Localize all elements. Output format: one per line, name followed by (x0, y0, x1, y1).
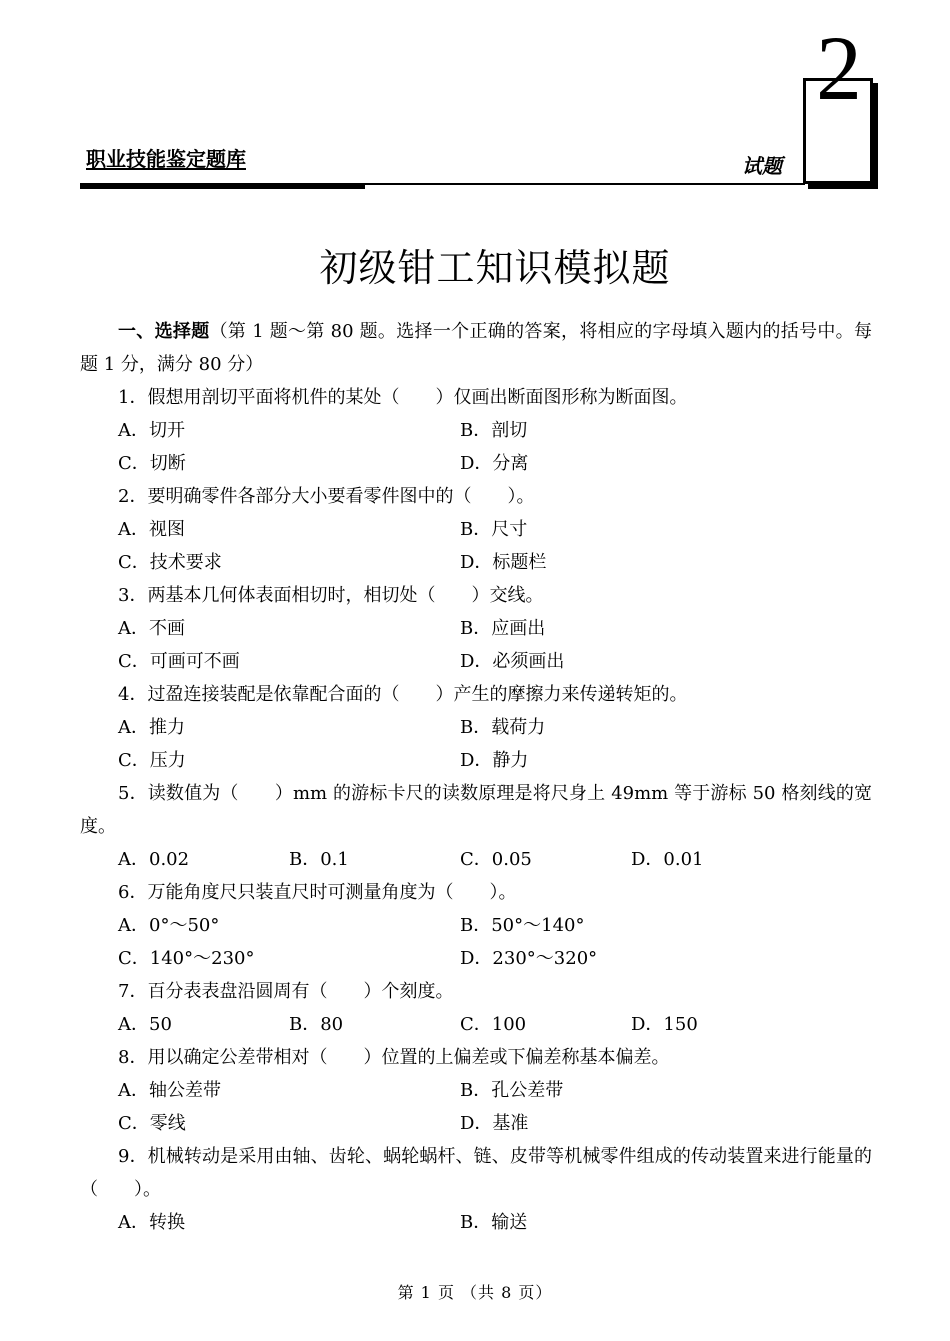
question-stem: 4．过盈连接装配是依靠配合面的（ ）产生的摩擦力来传递转矩的。 (118, 684, 688, 705)
question-options (80, 1008, 872, 1041)
answer-option: A．50 (118, 1014, 172, 1035)
chapter-number: 2 (816, 17, 862, 119)
answer-option: C．压力 (118, 750, 186, 771)
question-stem: 7．百分表表盘沿圆周有（ ）个刻度。 (118, 981, 454, 1002)
question-stem: 1．假想用剖切平面将机件的某处（ ）仅画出断面图形称为断面图。 (118, 387, 688, 408)
question-stem: 5．读数值为（ ）mm 的游标卡尺的读数原理是将尺身上 49mm 等于游标 50 格刻线的宽度。 (80, 783, 872, 837)
page-title: 初级钳工知识模拟题 (319, 246, 671, 291)
answer-option: D．分离 (460, 453, 529, 474)
question-body (80, 315, 872, 1239)
answer-option: A．切开 (118, 420, 185, 441)
header-series-label: 职业技能鉴定题库 (86, 147, 246, 171)
answer-option: B．尺寸 (460, 519, 528, 540)
answer-option: B．输送 (460, 1212, 528, 1233)
answer-option: C．切断 (118, 453, 186, 474)
question-stem: 8．用以确定公差带相对（ ）位置的上偏差或下偏差称基本偏差。 (118, 1047, 670, 1068)
answer-option: A．转换 (118, 1212, 185, 1233)
question-list (80, 381, 872, 1239)
answer-option: A．不画 (118, 618, 185, 639)
answer-option: A．视图 (118, 519, 185, 540)
answer-option: D．230°～320° (460, 948, 598, 969)
answer-option: B．应画出 (460, 618, 546, 639)
question-options (80, 843, 872, 876)
question-stem: 3．两基本几何体表面相切时，相切处（ ）交线。 (118, 585, 544, 606)
answer-option: A．轴公差带 (118, 1080, 221, 1101)
answer-option: B．50°～140° (460, 915, 585, 936)
question-options (80, 711, 872, 777)
answer-option: C．零线 (118, 1113, 186, 1134)
header-rule-thick (80, 183, 365, 189)
answer-option: C．0.05 (460, 849, 532, 870)
header-rule-thin (365, 183, 805, 185)
answer-option: D．标题栏 (460, 552, 547, 573)
answer-option: B．孔公差带 (460, 1080, 564, 1101)
answer-option: C．140°～230° (118, 948, 255, 969)
answer-option: B．剖切 (460, 420, 528, 441)
question-options (80, 414, 872, 480)
question-options (80, 612, 872, 678)
answer-option: C．可画可不画 (118, 651, 240, 672)
question-stem: 2．要明确零件各部分大小要看零件图中的（ ）。 (118, 486, 535, 507)
question-stem: 6．万能角度尺只装直尺时可测量角度为（ ）。 (118, 882, 517, 903)
question-options (80, 1206, 872, 1239)
answer-option: C．技术要求 (118, 552, 222, 573)
section-heading: 一、选择题 (118, 321, 210, 342)
answer-option: B．载荷力 (460, 717, 546, 738)
question-stem: 9．机械转动是采用由轴、齿轮、蜗轮蜗杆、链、皮带等机械零件组成的传动装置来进行能量的（ ）。 (80, 1146, 872, 1200)
answer-option: B．0.1 (289, 849, 349, 870)
section-instruction: （第 1 题～第 80 题。选择一个正确的答案，将相应的字母填入题内的括号中。每题 1 分，满分 80 分） (80, 321, 872, 375)
question-options (80, 1074, 872, 1140)
answer-option: D．静力 (460, 750, 529, 771)
answer-option: D．基准 (460, 1113, 529, 1134)
answer-option: D．必须画出 (460, 651, 565, 672)
answer-option: A．0°～50° (118, 915, 220, 936)
header-section-label: 试题 (742, 154, 782, 178)
answer-option: C．100 (460, 1014, 527, 1035)
question-options (80, 909, 872, 975)
answer-option: D．0.01 (631, 849, 704, 870)
page-footer: 第 1 页 （共 8 页） (397, 1283, 553, 1302)
answer-option: A．推力 (118, 717, 185, 738)
question-options (80, 513, 872, 579)
section-intro (80, 315, 872, 381)
answer-option: A．0.02 (118, 849, 190, 870)
answer-option: B．80 (289, 1014, 344, 1035)
answer-option: D．150 (631, 1014, 698, 1035)
